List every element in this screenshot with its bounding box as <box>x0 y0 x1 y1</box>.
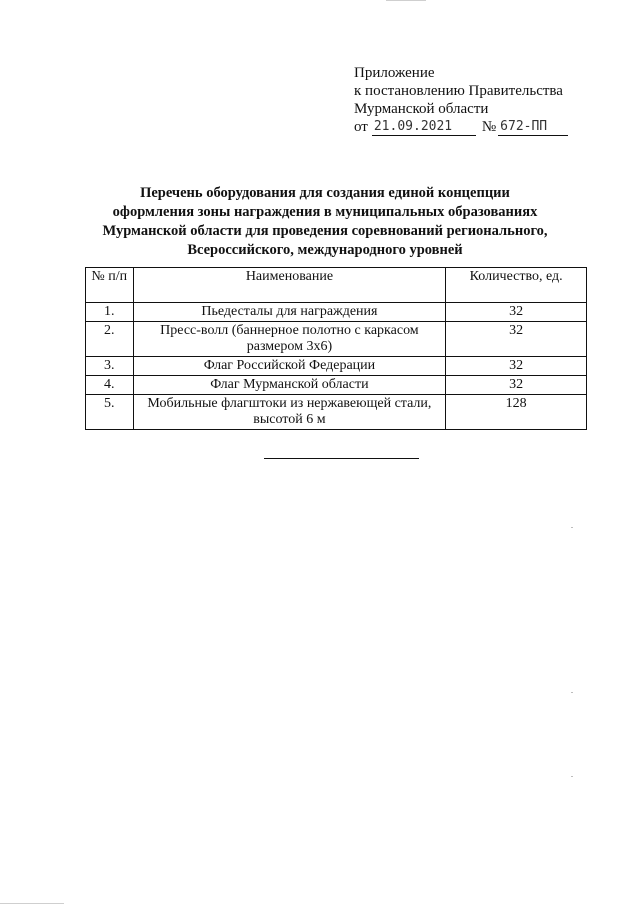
row-quantity: 32 <box>446 322 587 357</box>
scan-speck <box>571 692 573 693</box>
document-title: Перечень оборудования для создания единой концепции оформления зоны награждения в муниципальных образованиях Мурманской области для проведения соревнований регионального, Всероссийского, международного уровней <box>102 185 548 258</box>
appendix-label: Приложение <box>354 65 435 81</box>
row-number: 2. <box>86 322 134 357</box>
table-header-row <box>86 268 587 303</box>
approval-block <box>354 64 614 136</box>
row-name: Мобильные флагштоки из нержавеющей стали, высотой 6 м <box>133 395 446 430</box>
date-number-row <box>354 118 614 136</box>
table-row <box>86 376 587 395</box>
row-quantity: 32 <box>446 303 587 322</box>
date-prefix: от <box>354 119 368 135</box>
row-quantity: 128 <box>446 395 587 430</box>
equipment-table <box>85 267 587 430</box>
row-number: 5. <box>86 395 134 430</box>
table-row <box>86 303 587 322</box>
row-name: Пьедесталы для награждения <box>133 303 446 322</box>
resolution-reference: к постановлению Правительства <box>354 83 563 99</box>
row-name: Пресс-волл (баннерное полотно с каркасом размером 3х6) <box>133 322 446 357</box>
region-name: Мурманской области <box>354 101 489 117</box>
resolution-date: 21.09.2021 <box>372 119 476 136</box>
scan-speck <box>571 776 573 777</box>
table-row <box>86 395 587 430</box>
number-sign: № <box>481 119 497 135</box>
resolution-number: 672-ПП <box>498 119 568 136</box>
scan-speck <box>571 527 573 528</box>
column-header-number: № п/п <box>86 268 134 303</box>
column-header-quantity: Количество, ед. <box>446 268 587 303</box>
row-name: Флаг Российской Федерации <box>133 357 446 376</box>
row-quantity: 32 <box>446 357 587 376</box>
row-name: Флаг Мурманской области <box>133 376 446 395</box>
row-number: 3. <box>86 357 134 376</box>
scan-artifact-top <box>386 0 426 1</box>
end-of-document-rule <box>264 458 419 459</box>
scan-artifact-bottom <box>0 903 64 904</box>
table-row <box>86 322 587 357</box>
row-number: 4. <box>86 376 134 395</box>
row-quantity: 32 <box>446 376 587 395</box>
table-row <box>86 357 587 376</box>
row-number: 1. <box>86 303 134 322</box>
column-header-name: Наименование <box>133 268 446 303</box>
